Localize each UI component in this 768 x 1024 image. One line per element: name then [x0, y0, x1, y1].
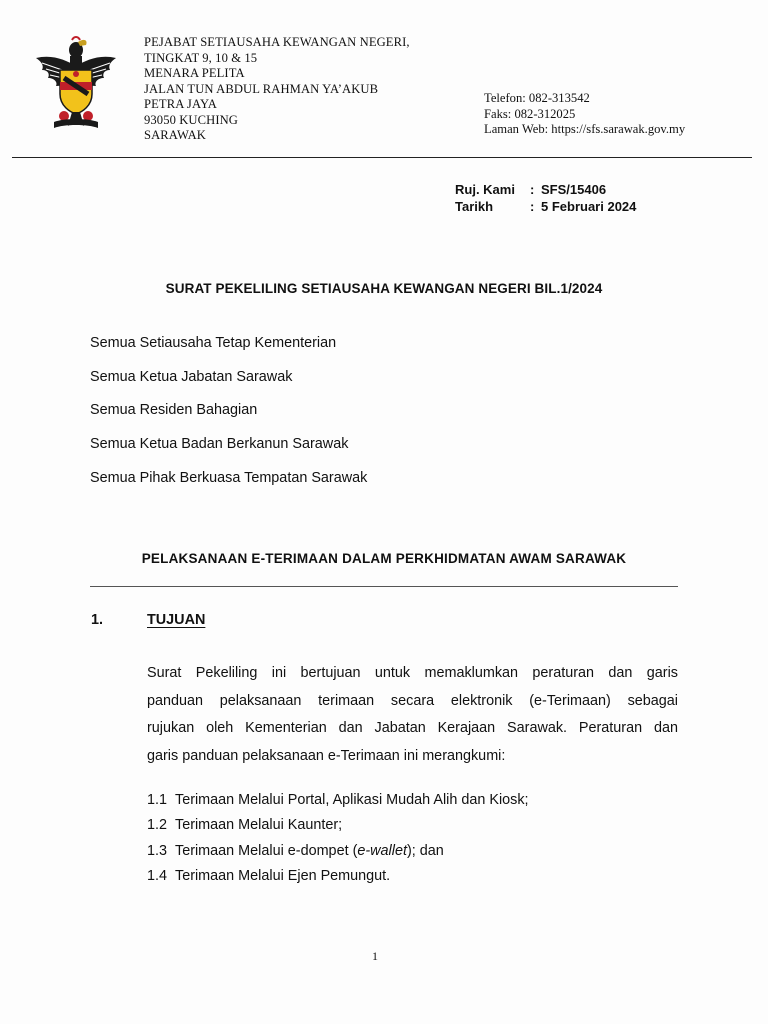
item-text-after: ); dan — [406, 842, 444, 859]
sender-address — [144, 35, 410, 144]
recipient-item: Semua Setiausaha Tetap Kementerian — [90, 335, 337, 351]
recipient-item: Semua Ketua Badan Berkanun Sarawak — [90, 436, 349, 453]
reference-block — [455, 181, 636, 215]
date-separator: : — [530, 199, 535, 214]
section-number: 1. — [91, 612, 104, 628]
contact-details — [484, 91, 685, 138]
paragraph-line: Surat Pekeliling ini bertujuan untuk memaklumkan peraturan dan garis — [147, 665, 678, 681]
paragraph-line: rujukan oleh Kementerian dan Jabatan Kerajaan Sarawak. Peraturan dan — [147, 720, 678, 736]
date-label: Tarikh — [455, 199, 494, 214]
sarawak-coat-of-arms-icon — [28, 36, 124, 132]
item-number: 1.1 — [147, 792, 168, 808]
reference-value: SFS/15406 — [541, 182, 607, 197]
section-title: TUJUAN — [147, 612, 206, 628]
recipient-item: Semua Ketua Jabatan Sarawak — [90, 368, 293, 385]
reference-label: Ruj. Kami — [455, 182, 515, 197]
item-text — [175, 841, 444, 866]
address-line: TINGKAT 9, 10 & 15 — [144, 50, 258, 65]
address-line: JALAN TUN ABDUL RAHMAN YA’AKUB — [144, 81, 379, 96]
address-line: 93050 KUCHING — [144, 112, 239, 127]
item-number: 1.4 — [147, 868, 168, 885]
item-text: Terimaan Melalui Ejen Pemungut. — [175, 868, 391, 885]
fax-number: Faks: 082-312025 — [484, 106, 576, 121]
list-item — [147, 866, 529, 891]
paragraph-line: garis panduan pelaksanaan e-Terimaan ini merangkumi: — [147, 747, 506, 764]
item-text: Terimaan Melalui Kaunter; — [175, 817, 343, 834]
recipient-item: Semua Pihak Berkuasa Tempatan Sarawak — [90, 469, 368, 486]
list-item — [147, 790, 529, 815]
recipient-item: Semua Residen Bahagian — [90, 402, 258, 419]
paragraph-line: panduan pelaksanaan terimaan secara elektronik (e-Terimaan) sebagai — [147, 692, 678, 709]
reference-row — [455, 181, 636, 198]
page-number: 1 — [372, 949, 378, 963]
sub-item-list — [147, 790, 529, 892]
item-number: 1.2 — [147, 817, 168, 834]
circular-title: SURAT PEKELILING SETIAUSAHA KEWANGAN NEGERI BIL.1/2024 — [165, 281, 603, 296]
item-number: 1.3 — [147, 842, 168, 859]
date-row — [455, 198, 636, 215]
address-line: PETRA JAYA — [144, 97, 217, 111]
list-item — [147, 815, 529, 840]
date-value: 5 Februari 2024 — [541, 199, 637, 214]
recipient-list — [90, 333, 367, 501]
list-item — [147, 841, 529, 866]
item-text-before: Terimaan Melalui e-dompet ( — [175, 842, 358, 859]
subject-heading: PELAKSANAAN E-TERIMAAN DALAM PERKHIDMATAN AWAM SARAWAK — [141, 551, 627, 566]
item-text: Terimaan Melalui Portal, Aplikasi Mudah Alih dan Kiosk; — [175, 792, 529, 808]
subject-underline — [90, 586, 678, 587]
website-link[interactable]: Laman Web: https://sfs.sarawak.gov.my — [484, 122, 686, 136]
reference-separator: : — [530, 182, 535, 197]
phone-number: Telefon: 082-313542 — [484, 91, 590, 105]
item-text-italic: e-wallet — [357, 842, 407, 859]
section-paragraph — [147, 660, 678, 770]
address-line: PEJABAT SETIAUSAHA KEWANGAN NEGERI, — [144, 35, 410, 49]
letterhead-divider — [12, 157, 752, 158]
address-line: SARAWAK — [144, 128, 206, 142]
address-line: MENARA PELITA — [144, 66, 245, 80]
